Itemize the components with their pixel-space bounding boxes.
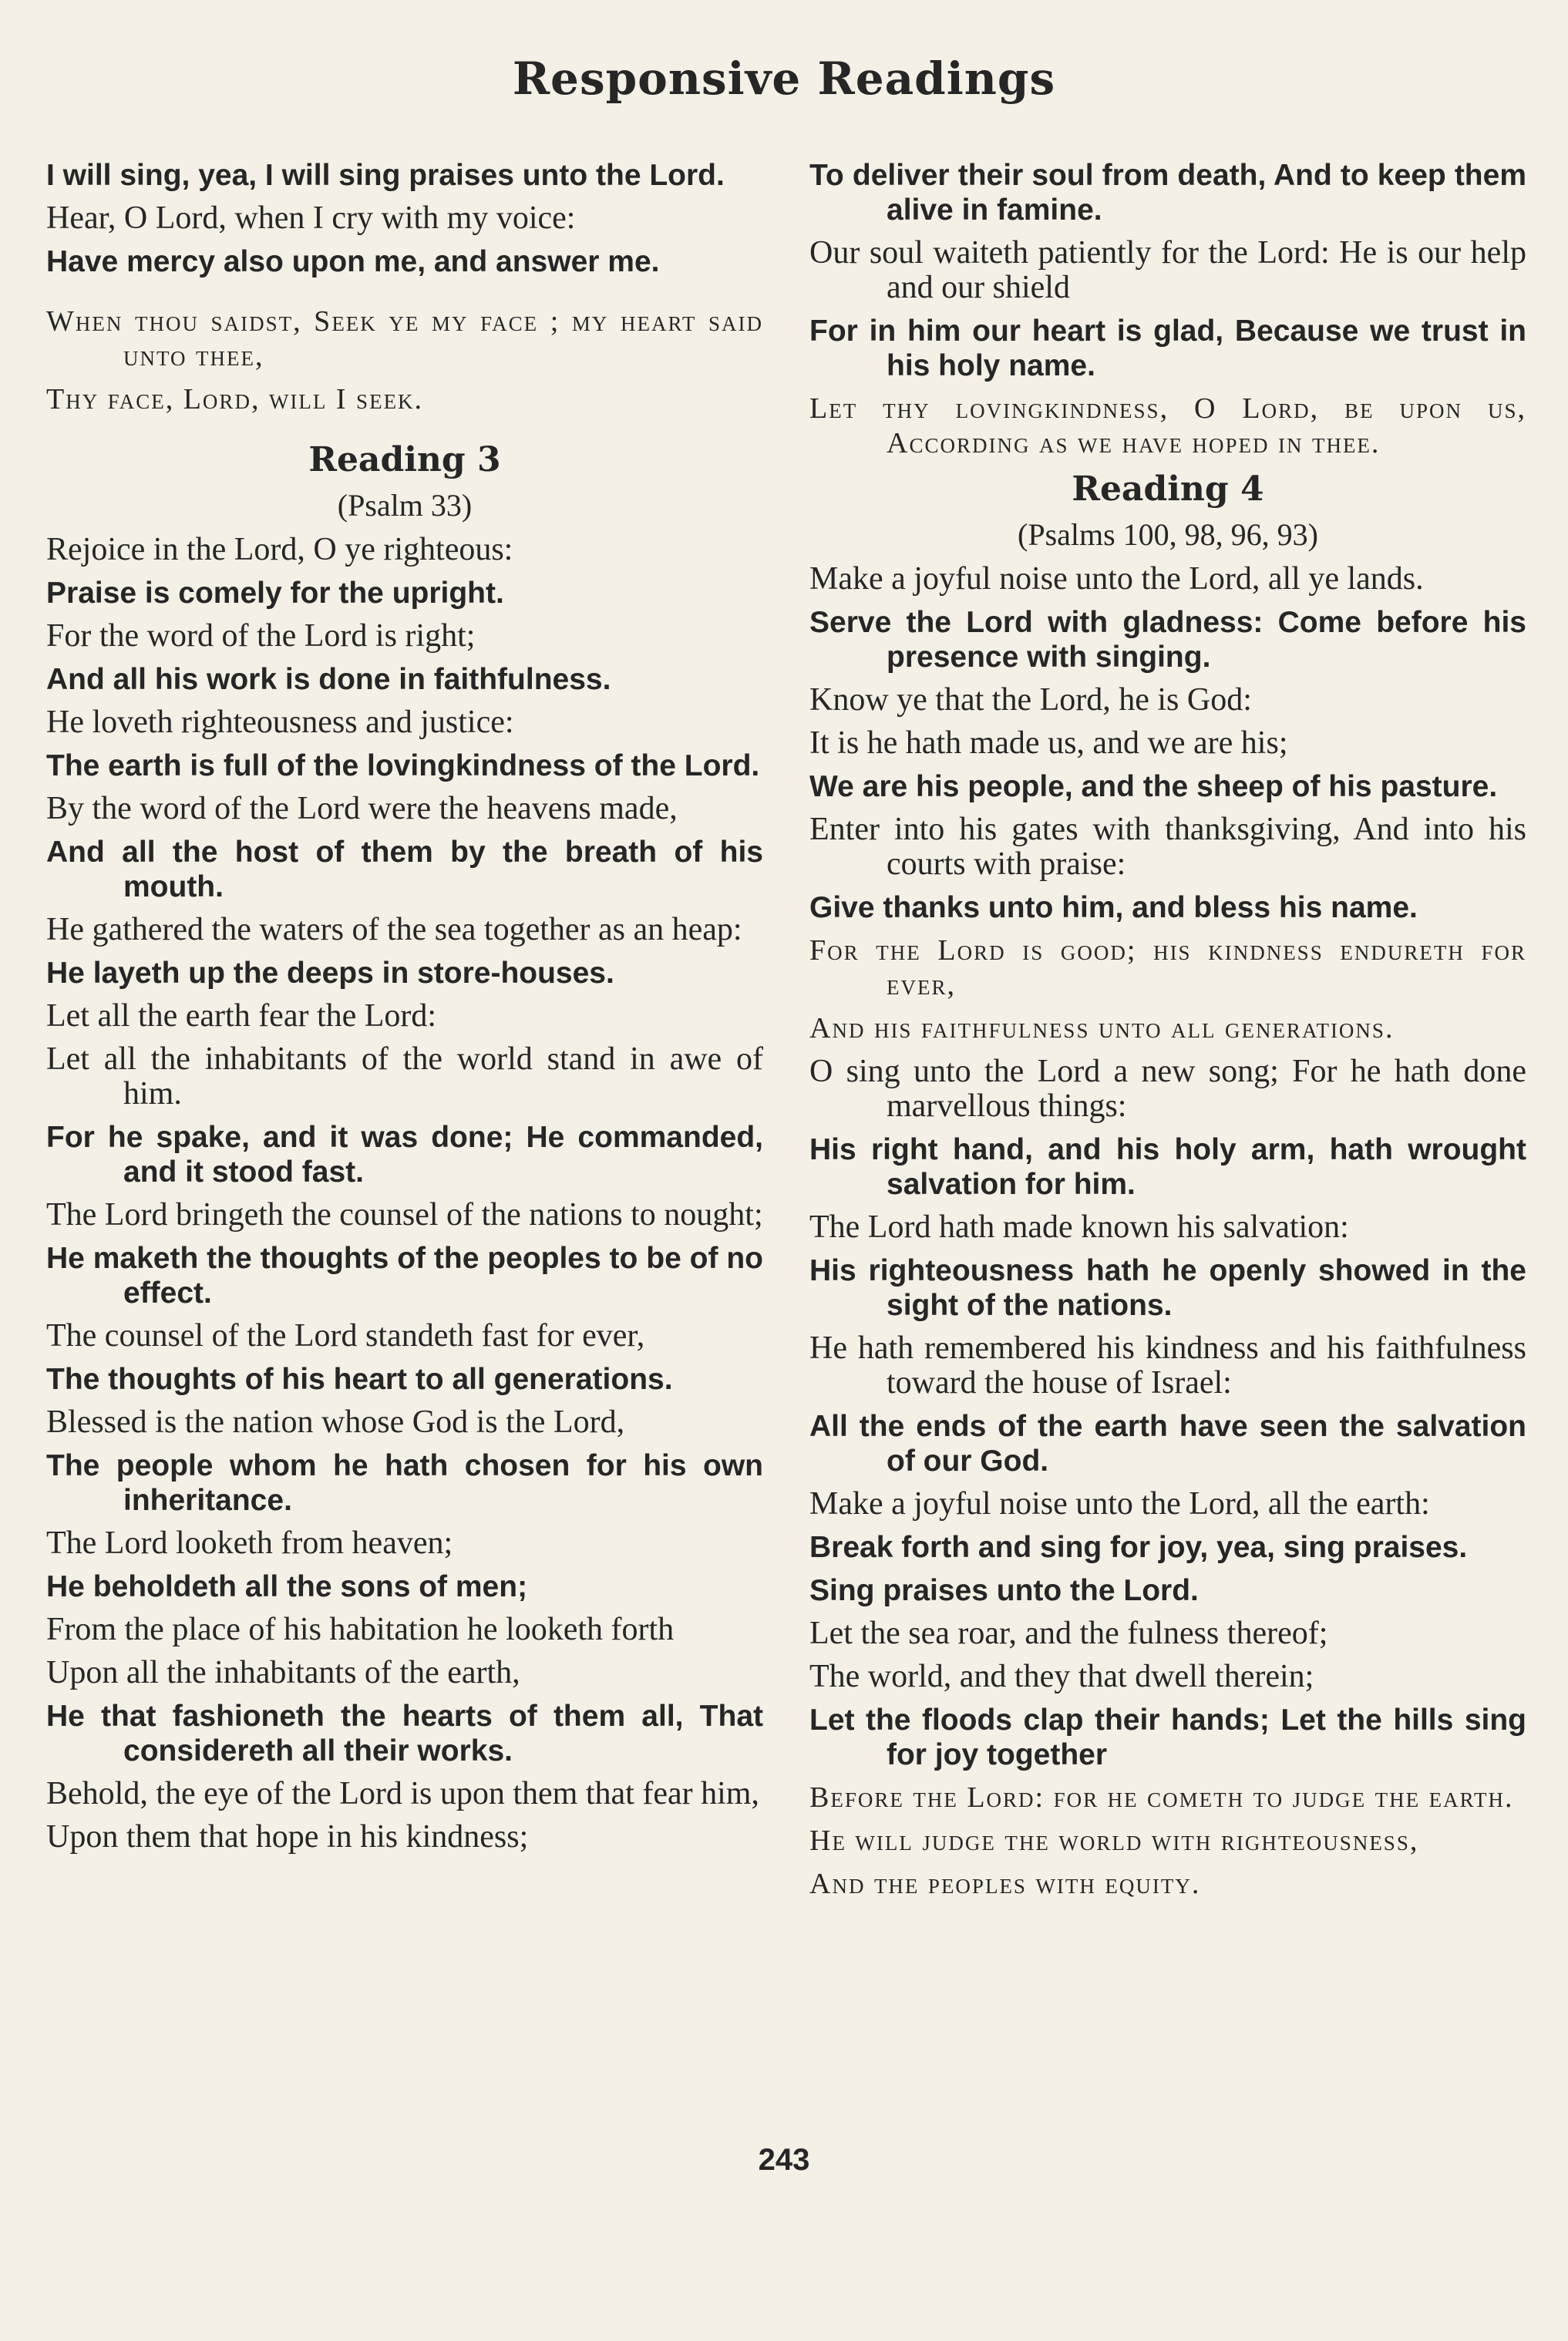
text-line: Let the floods clap their hands; Let the hills sing for joy together (809, 1704, 1526, 1771)
text-line: Let the sea roar, and the fulness thereof; (809, 1616, 1328, 1651)
text-line: He hath remembered his kindness and his faithfulness toward the house of Israel: (809, 1330, 1526, 1401)
text-line: All the ends of the earth have seen the salvation of our God. (809, 1410, 1526, 1478)
text-line: We are his people, and the sheep of his pasture. (809, 770, 1498, 803)
text-line: Blessed is the nation whose God is the Lord, (46, 1404, 625, 1440)
text-line: Let all the earth fear the Lord: (46, 998, 437, 1034)
reading-3-psalm: (Psalm 33) (337, 488, 473, 523)
reading-4-lines (809, 562, 1526, 1902)
text-line: For the word of the Lord is right; (46, 618, 476, 654)
text-line: His right hand, and his holy arm, hath wrought salvation for him. (809, 1133, 1526, 1201)
text-line: The thoughts of his heart to all generations. (46, 1363, 673, 1396)
text-line: For in him our heart is glad, Because we trust in his holy name. (809, 314, 1526, 382)
text-line: Thy face, Lord, will I seek. (46, 383, 424, 415)
text-line: By the word of the Lord were the heavens made, (46, 791, 678, 826)
text-line: He maketh the thoughts of the peoples to be of no effect. (46, 1242, 763, 1310)
text-line: I will sing, yea, I will sing praises unto the Lord. (46, 159, 725, 192)
text-line: The Lord bringeth the counsel of the nations to nought; (46, 1197, 763, 1233)
text-line: He that fashioneth the hearts of them all, That considereth all their works. (46, 1700, 763, 1768)
text-line: He will judge the world with righteousness, (809, 1825, 1419, 1857)
right-intro (809, 158, 1526, 461)
text-line: Make a joyful noise unto the Lord, all ye lands. (809, 561, 1424, 597)
reading-4-heading: Reading 4 (1072, 469, 1264, 509)
right-column (809, 158, 1526, 1910)
text-line: He loveth righteousness and justice: (46, 705, 514, 740)
text-line: And the peoples with equity. (809, 1868, 1201, 1900)
text-line: Enter into his gates with thanksgiving, And into his courts with praise: (809, 812, 1526, 882)
text-line: And all his work is done in faithfulness. (46, 663, 611, 696)
left-column (46, 158, 763, 1863)
text-line: To deliver their soul from death, And to keep them alive in famine. (809, 159, 1526, 227)
text-line: The Lord looketh from heaven; (46, 1525, 453, 1561)
reading-3-lines (46, 533, 763, 1855)
text-line: Upon them that hope in his kindness; (46, 1819, 529, 1855)
text-line: Let all the inhabitants of the world stand in awe of him. (46, 1041, 763, 1112)
text-line: Let thy lovingkindness, O Lord, be upon us, According as we have hoped in thee. (809, 392, 1526, 459)
left-intro (46, 158, 763, 417)
page-title: Responsive Readings (512, 52, 1056, 105)
text-line: Before the Lord: for he cometh to judge the earth. (809, 1781, 1514, 1814)
text-line: It is he hath made us, and we are his; (809, 725, 1288, 761)
text-line: Praise is comely for the upright. (46, 577, 504, 610)
text-line: And his faithfulness unto all generations. (809, 1012, 1395, 1044)
text-line: Our soul waiteth patiently for the Lord: He is our help and our shield (809, 235, 1526, 305)
page-number: 243 (758, 2143, 810, 2177)
text-line: Behold, the eye of the Lord is upon them that fear him, (46, 1776, 759, 1811)
text-line: Give thanks unto him, and bless his name. (809, 891, 1418, 924)
text-line: Sing praises unto the Lord. (809, 1574, 1199, 1607)
text-line: He gathered the waters of the sea together as an heap: (46, 912, 742, 947)
text-line: Know ye that the Lord, he is God: (809, 682, 1252, 718)
text-line: For he spake, and it was done; He commanded, and it stood fast. (46, 1121, 763, 1189)
text-line: He beholdeth all the sons of men; (46, 1570, 528, 1603)
text-line: Have mercy also upon me, and answer me. (46, 245, 660, 278)
text-line: Make a joyful noise unto the Lord, all the earth: (809, 1486, 1430, 1522)
text-line: Break forth and sing for joy, yea, sing praises. (809, 1531, 1468, 1564)
text-line: The people whom he hath chosen for his own inheritance. (46, 1449, 763, 1517)
text-line: His righteousness hath he openly showed in the sight of the nations. (809, 1254, 1526, 1322)
text-line: And all the host of them by the breath of his mouth. (46, 836, 763, 903)
text-line: When thou saidst, Seek ye my face ; my heart said unto thee, (46, 305, 763, 372)
text-line: He layeth up the deeps in store-houses. (46, 957, 614, 990)
text-line: The Lord hath made known his salvation: (809, 1209, 1349, 1245)
text-line: For the Lord is good; his kindness endureth for ever, (809, 934, 1526, 1001)
text-line: Upon all the inhabitants of the earth, (46, 1655, 520, 1690)
text-line: Serve the Lord with gladness: Come before his presence with singing. (809, 606, 1526, 674)
text-line: The world, and they that dwell therein; (809, 1659, 1314, 1694)
text-line: The earth is full of the lovingkindness of the Lord. (46, 749, 760, 782)
text-line: Hear, O Lord, when I cry with my voice: (46, 200, 576, 236)
reading-3-heading: Reading 3 (308, 440, 501, 479)
text-line: The counsel of the Lord standeth fast for ever, (46, 1318, 645, 1354)
reading-4-psalm: (Psalms 100, 98, 96, 93) (1018, 517, 1318, 552)
text-line: Rejoice in the Lord, O ye righteous: (46, 532, 513, 567)
text-line: O sing unto the Lord a new song; For he hath done marvellous things: (809, 1054, 1526, 1124)
text-line: From the place of his habitation he looketh forth (46, 1612, 675, 1647)
